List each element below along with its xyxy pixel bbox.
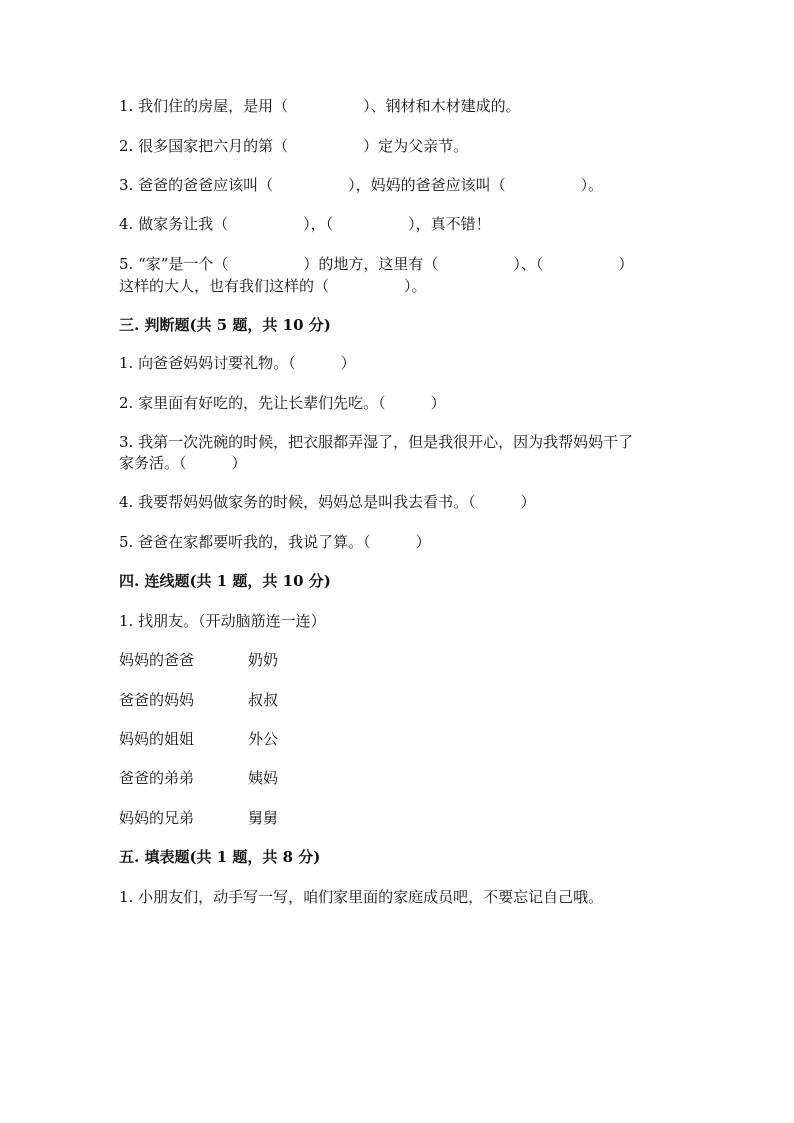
match-right-1: 奶奶 — [248, 651, 279, 669]
judge-item-5: 5. 爸爸在家都要听我的，我说了算。（ ） — [119, 533, 431, 551]
match-left-4: 爸爸的弟弟 — [119, 769, 195, 787]
match-right-3: 外公 — [248, 730, 279, 748]
table-question: 1. 小朋友们，动手写一写，咱们家里面的家庭成员吧，不要忘记自己哦。 — [119, 888, 604, 906]
section-3-title: 三. 判断题(共 5 题，共 10 分) — [119, 316, 331, 334]
fill-blank-item-3: 3. 爸爸的爸爸应该叫（ ），妈妈的爸爸应该叫（ ）。 — [119, 176, 604, 194]
matching-question: 1. 找朋友。（开动脑筋连一连） — [119, 612, 326, 630]
match-left-1: 妈妈的爸爸 — [119, 651, 195, 669]
judge-item-4: 4. 我要帮妈妈做家务的时候，妈妈总是叫我去看书。（ ） — [119, 493, 536, 511]
match-right-2: 叔叔 — [248, 691, 279, 709]
match-right-4: 姨妈 — [248, 769, 279, 787]
judge-item-3-line-2: 家务活。（ ） — [119, 454, 247, 472]
section-4-title: 四. 连线题(共 1 题，共 10 分) — [119, 572, 331, 590]
fill-blank-item-2: 2. 很多国家把六月的第（ ）定为父亲节。 — [119, 137, 469, 155]
fill-blank-item-1: 1. 我们住的房屋，是用（ ）、钢材和木材建成的。 — [119, 97, 521, 115]
fill-blank-item-5-line-2: 这样的大人，也有我们这样的（ ）。 — [119, 277, 427, 295]
section-5-title: 五. 填表题(共 1 题，共 8 分) — [119, 848, 321, 866]
match-right-5: 舅舅 — [248, 809, 279, 827]
match-left-3: 妈妈的姐姐 — [119, 730, 195, 748]
match-left-5: 妈妈的兄弟 — [119, 809, 195, 827]
judge-item-3-line-1: 3. 我第一次洗碗的时候，把衣服都弄湿了，但是我很开心，因为我帮妈妈干了 — [119, 433, 634, 451]
fill-blank-item-5-line-1: 5. “家”是一个（ ）的地方，这里有（ ）、（ ） — [119, 255, 634, 273]
fill-blank-item-4: 4. 做家务让我（ ），（ ），真不错！ — [119, 215, 491, 233]
judge-item-2: 2. 家里面有好吃的，先让长辈们先吃。（ ） — [119, 394, 446, 412]
match-left-2: 爸爸的妈妈 — [119, 691, 195, 709]
judge-item-1: 1. 向爸爸妈妈讨要礼物。（ ） — [119, 354, 356, 372]
